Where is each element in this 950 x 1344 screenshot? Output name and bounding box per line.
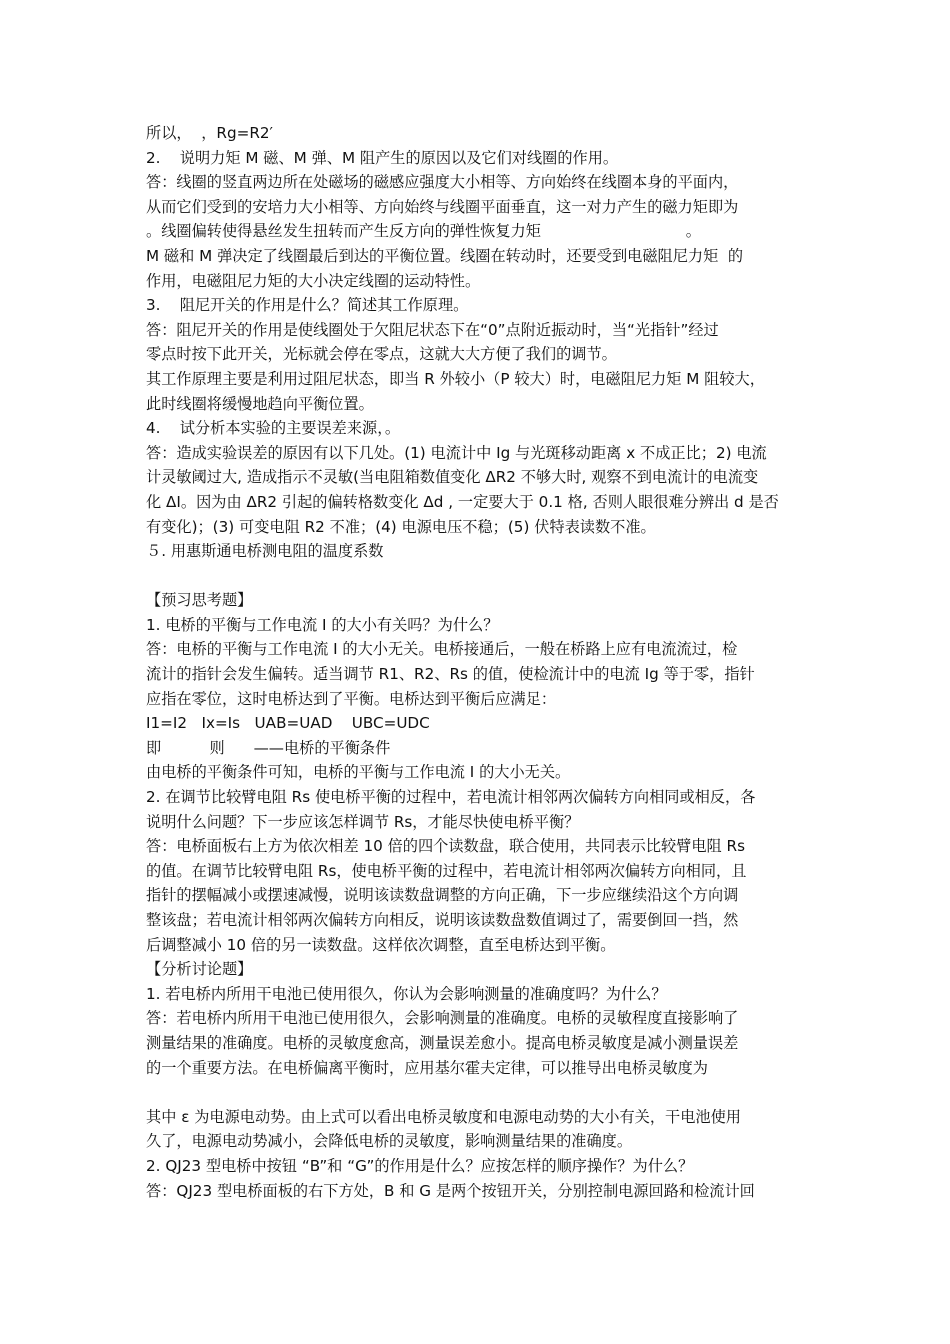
text-line: 其工作原理主要是利用过阻尼状态，即当 R 外较小（P 较大）时，电磁阻尼力矩 M 阻较大， <box>146 369 765 388</box>
text-line: 答：造成实验误差的原因有以下几处。(1) 电流计中 Ig 与光斑移动距离 x 不成正比；2) 电流 <box>146 443 767 462</box>
text-line: 说明什么问题？下一步应该怎样调节 Rs，才能尽快使电桥平衡？ <box>146 812 580 831</box>
text-line: 化 ΔI。因为由 ΔR2 引起的偏转格数变化 Δd , 一定要大于 0.1 格, 否则人眼很难分辨出 d 是否 <box>146 492 779 511</box>
text-line: ５. 用惠斯通电桥测电阻的温度系数 <box>146 542 384 561</box>
text-line: 2. 说明力矩 M 磁、M 弹、M 阻产生的原因以及它们对线圈的作用。 <box>146 148 619 167</box>
text-line <box>146 564 814 589</box>
text-line: 答：电桥面板右上方为依次相差 10 倍的四个读数盘，联合使用，共同表示比较臂电阻 Rs <box>146 837 746 856</box>
text-line: 计灵敏阈过大, 造成指示不灵敏(当电阻箱数值变化 ΔR2 不够大时, 观察不到电流计的电流变 <box>146 468 759 487</box>
text-line: 1. 电桥的平衡与工作电流 I 的大小有关吗？为什么？ <box>146 615 499 634</box>
text-line: 流计的指针会发生偏转。适当调节 R1、R2、Rs 的值，使检流计中的电流 Ig 等于零，指针 <box>146 665 755 684</box>
text-line: 久了，电源电动势减小，会降低电桥的灵敏度，影响测量结果的准确度。 <box>146 1132 632 1151</box>
text-line: 4. 试分析本实验的主要误差来源，。 <box>146 419 401 438</box>
text-line: 应指在零位，这时电桥达到了平衡。电桥达到平衡后应满足： <box>146 689 557 708</box>
text-line: 此时线圈将缓慢地趋向平衡位置。 <box>146 394 374 413</box>
text-line: 即 则 ——电桥的平衡条件 <box>146 738 391 757</box>
text-line: 测量结果的准确度。电桥的灵敏度愈高，测量误差愈小。提高电桥灵敏度是减小测量误差 <box>146 1033 739 1052</box>
text-line: 1. 若电桥内所用干电池已使用很久，你认为会影响测量的准确度吗？为什么？ <box>146 984 667 1003</box>
text-line: 答：线圈的竖直两边所在处磁场的磁感应强度大小相等、方向始终在线圈本身的平面内， <box>146 173 739 192</box>
text-line: 2. QJ23 型电桥中按钮 “B”和 “G”的作用是什么？应按怎样的顺序操作？为什么？ <box>146 1156 694 1175</box>
text-line: M 磁和 M 弹决定了线圈最后到达的平衡位置。线圈在转动时，还要受到电磁阻尼力矩 的 <box>146 246 744 265</box>
text-line: 指针的摆幅减小或摆速减慢，说明该读数盘调整的方向正确，下一步应继续沿这个方向调 <box>146 886 739 905</box>
text-line: 的一个重要方法。在电桥偏离平衡时，应用基尔霍夫定律，可以推导出电桥灵敏度为 <box>146 1058 708 1077</box>
text-line: I1=I2 Ix=Is UAB=UAD UBC=UDC <box>146 714 430 733</box>
text-line: 作用，电磁阻尼力矩的大小决定线圈的运动特性。 <box>146 271 481 290</box>
text-line: 2. 在调节比较臂电阻 Rs 使电桥平衡的过程中，若电流计相邻两次偏转方向相同或相反，各 <box>146 788 756 807</box>
text-line: 整该盘；若电流计相邻两次偏转方向相反，说明该读数盘数值调过了，需要倒回一挡，然 <box>146 911 739 929</box>
text-line: 所以， ，Rg=R2′ <box>146 124 273 142</box>
text-line: 由电桥的平衡条件可知，电桥的平衡与工作电流 I 的大小无关。 <box>146 763 571 782</box>
text-line: 【预习思考题】 <box>146 591 253 610</box>
text-line: 零点时按下此开关，光标就会停在零点，这就大大方便了我们的调节。 <box>146 345 617 364</box>
text-line: 答：QJ23 型电桥面板的右下方处，B 和 G 是两个按钮开关，分别控制电源回路和检流计回 <box>146 1181 755 1200</box>
text-line: 答：阻尼开关的作用是使线圈处于欠阻尼状态下在“0”点附近振动时，当“光指针”经过 <box>146 320 719 339</box>
text-line: 的值。在调节比较臂电阻 Rs，使电桥平衡的过程中，若电流计相邻两次偏转方向相同，且 <box>146 861 747 880</box>
text-line: 答：电桥的平衡与工作电流 I 的大小无关。电桥接通后，一般在桥路上应有电流流过，检 <box>146 640 738 659</box>
text-line: 3. 阻尼开关的作用是什么？简述其工作原理。 <box>146 296 469 315</box>
text-line: 后调整减小 10 倍的另一读数盘。这样依次调整，直至电桥达到平衡。 <box>146 935 616 954</box>
text-line: 有变化)；(3) 可变电阻 R2 不准；(4) 电源电压不稳；(5) 伏特表读数不准。 <box>146 517 656 536</box>
document-body <box>146 121 814 1203</box>
text-line <box>146 1080 814 1105</box>
text-line: 答：若电桥内所用干电池已使用很久，会影响测量的准确度。电桥的灵敏程度直接影响了 <box>146 1009 739 1028</box>
text-line: 。线圈偏转使得悬丝发生扭转而产生反方向的弹性恢复力矩 。 <box>146 222 701 241</box>
text-line: 其中 ε 为电源电动势。由上式可以看出电桥灵敏度和电源电动势的大小有关，干电池使用 <box>146 1107 741 1126</box>
text-line: 【分析讨论题】 <box>146 960 253 979</box>
text-line: 从而它们受到的安培力大小相等、方向始终与线圈平面垂直，这一对力产生的磁力矩即为 <box>146 197 739 216</box>
